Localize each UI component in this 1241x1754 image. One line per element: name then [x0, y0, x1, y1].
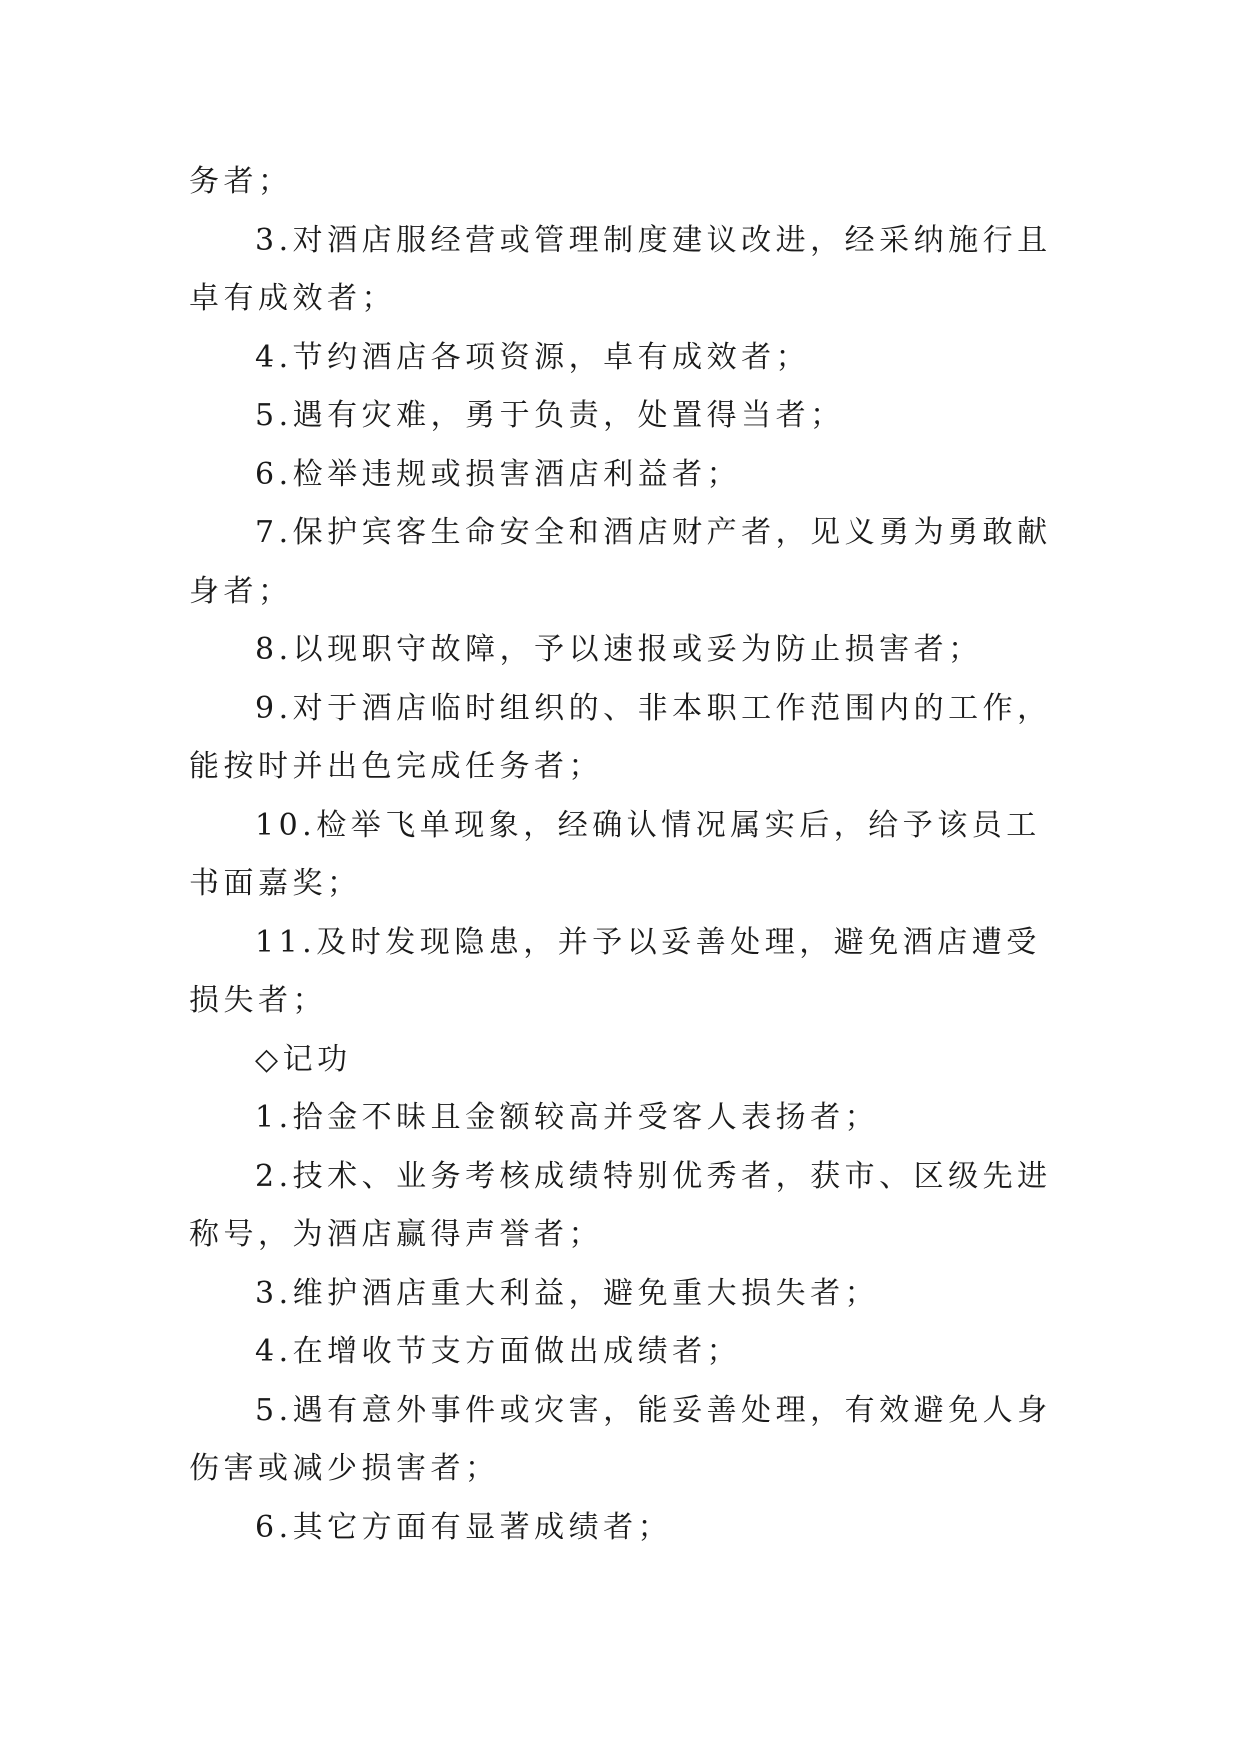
reward-item-7: 7.保护宾客生命安全和酒店财产者，见义勇为勇敢献身者； [189, 515, 1052, 609]
reward-item-10: 10.检举飞单现象，经确认情况属实后，给予该员工书面嘉奖； [189, 807, 1041, 901]
merit-item-6: 6.其它方面有显著成绩者； [255, 1509, 673, 1545]
reward-item-9: 9.对于酒店临时组织的、非本职工作范围内的工作，能按时并出色完成任务者； [189, 690, 1052, 784]
document-page [189, 153, 1055, 1557]
reward-item-8: 8.以现职守故障，予以速报或妥为防止损害者； [255, 632, 983, 667]
reward-item-3: 3.对酒店服经营或管理制度建议改进，经采纳施行且卓有成效者； [189, 222, 1052, 316]
reward-item-4: 4.节约酒店各项资源，卓有成效者； [255, 339, 811, 375]
merit-item-4: 4.在增收节支方面做出成绩者； [255, 1334, 742, 1369]
reward-item-11: 11.及时发现隐患，并予以妥善处理，避免酒店遭受损失者； [189, 924, 1041, 1018]
merit-item-2: 2.技术、业务考核成绩特别优秀者，获市、区级先进称号，为酒店赢得声誉者； [189, 1158, 1052, 1252]
reward-item-5: 5.遇有灾难，勇于负责，处置得当者； [255, 398, 845, 433]
merit-item-1: 1.拾金不昧且金额较高并受客人表扬者； [255, 1100, 880, 1135]
merit-item-3: 3.维护酒店重大利益，避免重大损失者； [255, 1275, 880, 1311]
section-heading-merit: ◇记功 [255, 1041, 352, 1077]
merit-item-5: 5.遇有意外事件或灾害，能妥善处理，有效避免人身伤害或减少损害者； [189, 1392, 1052, 1486]
paragraph-continuation: 务者； [189, 164, 293, 199]
reward-item-6: 6.检举违规或损害酒店利益者； [255, 456, 742, 492]
